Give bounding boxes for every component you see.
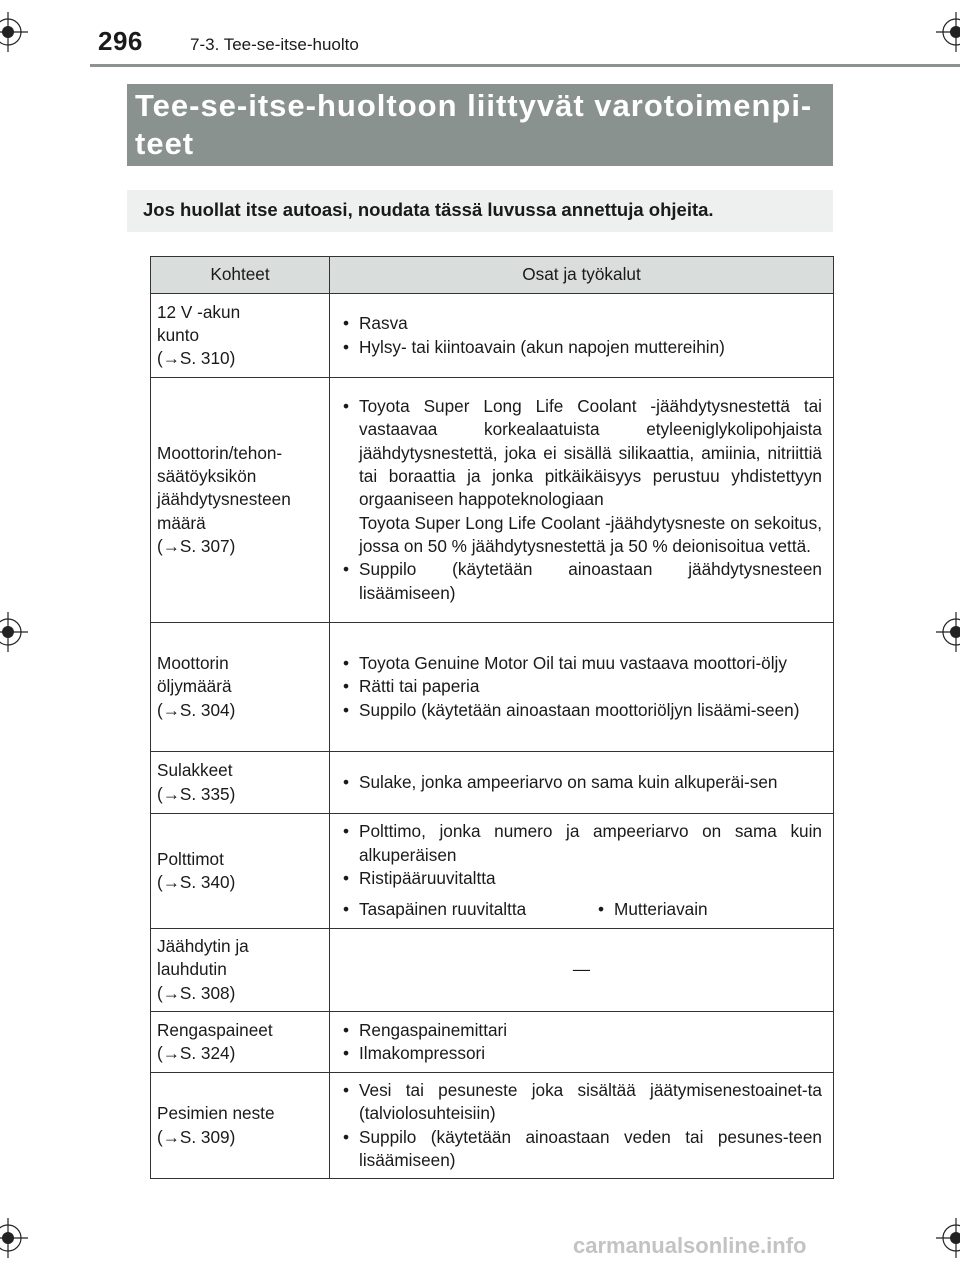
item-text: Pesimien neste <box>157 1103 275 1124</box>
tools-cell <box>330 623 834 752</box>
tool-item: • Mutteriavain <box>591 898 708 921</box>
maintenance-table <box>150 256 834 1179</box>
registration-mark-icon <box>936 12 960 52</box>
item-text: Moottorin/tehon- <box>157 442 283 463</box>
page-reference: (→S. 310) <box>157 348 236 369</box>
table-row <box>151 814 834 929</box>
item-text: lauhdutin <box>157 959 227 980</box>
tool-item: • Rätti tai paperia <box>336 675 822 698</box>
tools-cell <box>330 378 834 623</box>
column-header-items: Kohteet <box>151 257 330 294</box>
page-number: 296 <box>98 26 143 56</box>
tool-item: • Sulake, jonka ampeeriarvo on sama kuin alkuperäi-sen <box>336 771 822 794</box>
tool-item <box>336 395 822 558</box>
table-row <box>151 929 834 1012</box>
item-text: Sulakkeet <box>157 760 233 781</box>
tool-item: • Toyota Genuine Motor Oil tai muu vastaava moottori-öljy <box>336 652 822 675</box>
header-rule <box>90 64 960 67</box>
registration-mark-icon <box>936 1218 960 1258</box>
section-title-line: teet <box>135 126 195 161</box>
registration-mark-icon <box>0 612 28 652</box>
table-row <box>151 378 834 623</box>
table-header-row <box>151 257 834 294</box>
registration-mark-icon <box>0 12 28 52</box>
tools-cell <box>330 1012 834 1073</box>
page-reference: (→S. 309) <box>157 1126 236 1147</box>
section-title-line: Tee-se-itse-huoltoon liittyvät varotoimenpi- <box>135 88 813 123</box>
tools-cell <box>330 294 834 378</box>
tool-item: • Rengaspainemittari <box>336 1019 822 1042</box>
tool-item: • Tasapäinen ruuvitaltta <box>336 898 591 921</box>
item-cell <box>151 814 330 929</box>
item-text: öljymäärä <box>157 676 232 697</box>
intro-text: Jos huollat itse autoasi, noudata tässä luvussa annettuja ohjeita. <box>127 190 833 232</box>
tool-item: • Ristipääruuvitaltta <box>336 867 822 890</box>
item-text: Rengaspaineet <box>157 1019 273 1040</box>
item-text: Jäähdytin ja <box>157 936 249 957</box>
item-cell <box>151 752 330 814</box>
item-text: Polttimot <box>157 848 224 869</box>
table-row <box>151 1073 834 1179</box>
item-cell <box>151 1012 330 1073</box>
item-text: Moottorin <box>157 653 229 674</box>
tool-item: • Suppilo (käytetään ainoastaan jäähdytysnesteen lisäämiseen) <box>336 558 822 605</box>
table-row <box>151 752 834 814</box>
tool-item: • Suppilo (käytetään ainoastaan veden tai pesunes-teen lisäämiseen) <box>336 1126 822 1173</box>
tool-item: • Rasva <box>336 312 822 335</box>
tool-item: • Suppilo (käytetään ainoastaan moottoriöljyn lisäämi-seen) <box>336 699 822 722</box>
item-cell <box>151 1073 330 1179</box>
item-cell <box>151 378 330 623</box>
column-header-tools: Osat ja työkalut <box>330 257 834 294</box>
section-title <box>127 84 833 166</box>
tools-cell <box>330 1073 834 1179</box>
item-text: 12 V -akun <box>157 301 241 322</box>
tool-note: Toyota Super Long Life Coolant -jäähdytysneste on sekoitus, jossa on 50 % jäähdytysnestettä ja 50 % deionisoitua vettä. <box>359 512 822 556</box>
page-reference: (→S. 307) <box>157 535 236 556</box>
item-cell <box>151 294 330 378</box>
item-text: jäähdytysnesteen <box>157 489 291 510</box>
item-cell <box>151 623 330 752</box>
page-reference: (→S. 308) <box>157 982 236 1003</box>
item-cell <box>151 929 330 1012</box>
tool-item: • Vesi tai pesuneste joka sisältää jäätymisenestoainet-ta (talviolosuhteisiin) <box>336 1079 822 1126</box>
table-row <box>151 623 834 752</box>
tools-cell-empty: — <box>330 929 834 1012</box>
tool-item: • Ilmakompressori <box>336 1042 822 1065</box>
tool-inline-group <box>336 898 827 921</box>
tool-text: Toyota Super Long Life Coolant -jäähdytysnestettä tai vastaavaa korkealaatuista etyleeniglykolipohjaista jäähdytysnestettä, joka ei sisällä silikaattia, amiinia, nitriittiä tai boraattia ja jonka pitkäikäisyys perustuu yhdistettyyn orgaaniseen happoteknologiaan <box>359 396 822 510</box>
tool-item: • Hylsy- tai kiintoavain (akun napojen muttereihin) <box>336 336 822 359</box>
table-row <box>151 294 834 378</box>
page-reference: (→S. 340) <box>157 872 236 892</box>
registration-mark-icon <box>936 612 960 652</box>
item-text: määrä <box>157 512 206 533</box>
tool-item: • Polttimo, jonka numero ja ampeeriarvo on sama kuin alkuperäisen <box>336 820 822 867</box>
page-reference: (→S. 335) <box>157 783 236 804</box>
item-text: säätöyksikön <box>157 466 257 487</box>
tools-cell <box>330 814 834 929</box>
item-text: kunto <box>157 324 200 345</box>
table-row <box>151 1012 834 1073</box>
page-reference: (→S. 304) <box>157 699 236 720</box>
registration-mark-icon <box>0 1218 28 1258</box>
tools-cell <box>330 752 834 814</box>
running-head: 7-3. Tee-se-itse-huolto <box>190 35 359 54</box>
page-reference: (→S. 324) <box>157 1043 236 1063</box>
watermark: carmanualsonline.info <box>573 1233 807 1258</box>
